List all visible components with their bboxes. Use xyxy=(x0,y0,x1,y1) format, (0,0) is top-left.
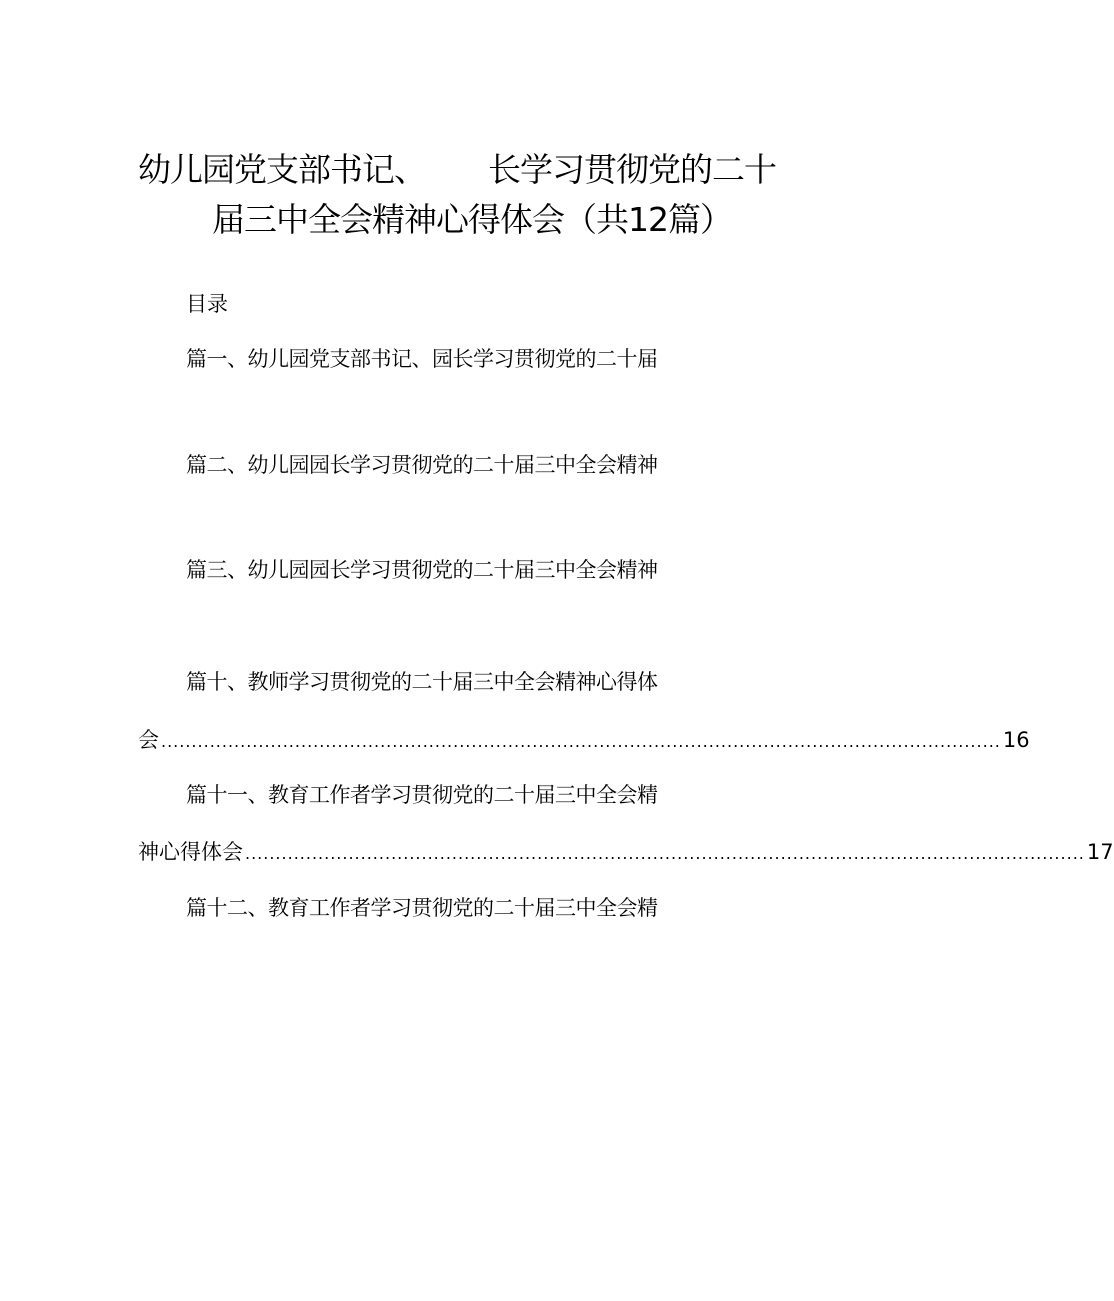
toc-entry-10-leader: .......................................................................................................................................... xyxy=(161,732,1001,751)
toc-entry-10-continuation xyxy=(138,725,1030,757)
toc-entry-2: 篇二、幼儿园园长学习贯彻党的二十届三中全会精神 xyxy=(186,453,658,477)
title-line-2: 届三中全会精神心得体会（共12篇） xyxy=(212,200,732,239)
toc-entry-11-continuation xyxy=(138,837,1114,869)
toc-entry-11-page-number: 17 xyxy=(1086,840,1114,864)
toc-entry-12: 篇十二、教育工作者学习贯彻党的二十届三中全会精 xyxy=(186,896,658,920)
toc-heading: 目录 xyxy=(186,292,228,316)
toc-entry-10-continuation-text: 会 xyxy=(138,728,159,752)
title-line-1-part-2: 长学习贯彻党的二十 xyxy=(488,150,776,189)
toc-entry-11-continuation-text: 神心得体会 xyxy=(138,840,243,864)
toc-entry-1: 篇一、幼儿园党支部书记、园长学习贯彻党的二十届 xyxy=(186,347,658,371)
title-line-1-part-1: 幼儿园党支部书记、 xyxy=(138,150,426,189)
toc-entry-3: 篇三、幼儿园园长学习贯彻党的二十届三中全会精神 xyxy=(186,558,658,582)
toc-entry-11-leader: .......................................................................................................................................... xyxy=(245,844,1085,863)
toc-entry-10-page-number: 16 xyxy=(1002,728,1030,752)
toc-entry-11: 篇十一、教育工作者学习贯彻党的二十届三中全会精 xyxy=(186,783,658,807)
toc-entry-10: 篇十、教师学习贯彻党的二十届三中全会精神心得体 xyxy=(186,670,658,694)
